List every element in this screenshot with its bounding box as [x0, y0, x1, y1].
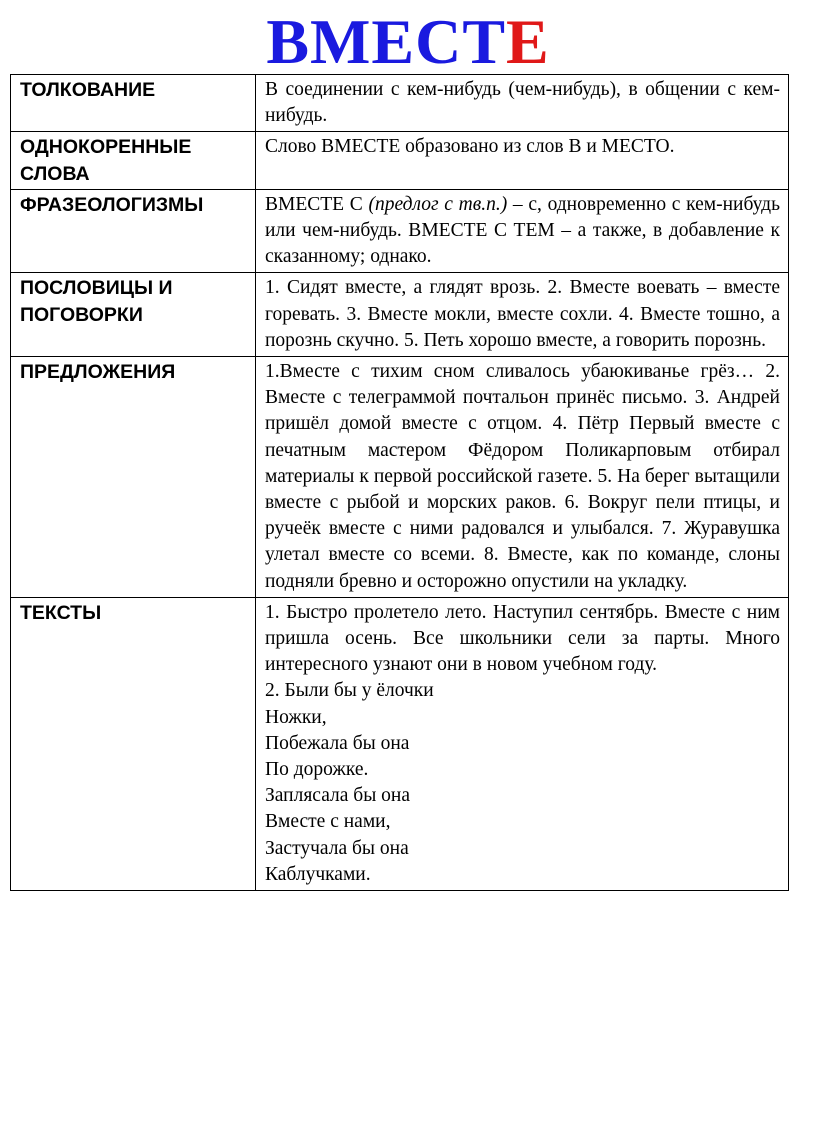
- word-card-table: [10, 74, 789, 891]
- definition-cell: 1. Сидят вместе, а глядят врозь. 2. Вместе воевать – вместе горевать. 3. Вместе мокли, вместе сохли. 4. Вместе тошно, а порознь скучно. 5. Петь хорошо вместе, а говорить порознь.: [256, 273, 789, 357]
- definition-text: – с, одновременно с кем-нибудь или чем-нибудь. ВМЕСТЕ С ТЕМ – а также, в добавление к сказанному; однако.: [265, 193, 780, 268]
- table-row: [11, 189, 789, 273]
- table-row: [11, 75, 789, 132]
- page-title: [0, 6, 816, 78]
- definition-cell: 1.Вместе с тихим сном сливалось убаюкиванье грёз… 2. Вместе с телеграммой почтальон принёс письмо. 3. Андрей пришёл домой вместе с отцом. 4. Пётр Первый вместе с печатным мастером Фёдором Поликарповым отбирал материалы к первой российской газете. 5. На берег вытащили вместе с рыбой и морских раков. 6. Вокруг пели птицы, и ручеёк вместе с ними радовался и улыбался. 7. Журавушка улетал вместе со всеми. 8. Вместе, как по команде, слоны подняли бревно и осторожно опустили на укладку.: [256, 357, 789, 598]
- definition-cell: [256, 189, 789, 273]
- term-cell: ТОЛКОВАНИЕ: [11, 75, 256, 132]
- text-paragraph: 1. Быстро пролетело лето. Наступил сентябрь. Вместе с ним пришла осень. Все школьники сели за парты. Много интересного узнают они в новом учебном году.: [265, 601, 780, 676]
- poem-line: Заплясала бы она: [265, 785, 411, 807]
- term-cell: ПРЕДЛОЖЕНИЯ: [11, 357, 256, 598]
- poem-line: Застучала бы она: [265, 837, 409, 859]
- table-row: [11, 357, 789, 598]
- table-row: [11, 597, 789, 890]
- definition-cell: Слово ВМЕСТЕ образовано из слов В и МЕСТО.: [256, 132, 789, 189]
- table-row: [11, 273, 789, 357]
- poem-line: Побежала бы она: [265, 732, 410, 754]
- poem-line: Ножки,: [265, 706, 327, 728]
- term-cell: ОДНОКОРЕННЫЕ СЛОВА: [11, 132, 256, 189]
- definition-grammar-note: (предлог с тв.п.): [368, 193, 508, 215]
- term-cell: ФРАЗЕОЛОГИЗМЫ: [11, 189, 256, 273]
- table-row: [11, 132, 789, 189]
- term-cell: ПОСЛОВИЦЫ И ПОГОВОРКИ: [11, 273, 256, 357]
- title-last-letter: Е: [506, 6, 550, 77]
- term-cell: ТЕКСТЫ: [11, 597, 256, 890]
- definition-cell: В соединении с кем-нибудь (чем-нибудь), в общении с кем-нибудь.: [256, 75, 789, 132]
- poem-line: 2. Были бы у ёлочки: [265, 680, 434, 702]
- title-main: ВМЕСТ: [266, 6, 506, 77]
- poem-line: По дорожке.: [265, 759, 369, 781]
- poem-line: Вместе с нами,: [265, 811, 391, 833]
- definition-text: ВМЕСТЕ С: [265, 193, 369, 215]
- definition-cell: [256, 597, 789, 890]
- poem-line: Каблучками.: [265, 863, 371, 885]
